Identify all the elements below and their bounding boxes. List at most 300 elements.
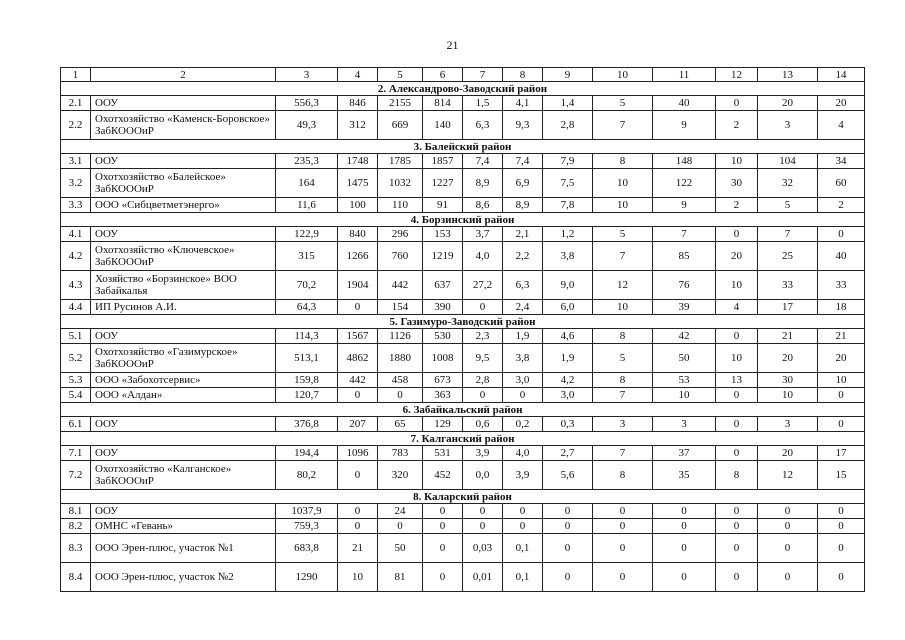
value-cell: 0 xyxy=(463,300,503,315)
value-cell: 6,9 xyxy=(503,169,543,198)
value-cell: 0 xyxy=(593,563,653,592)
value-cell: 0 xyxy=(543,534,593,563)
value-cell: 80,2 xyxy=(276,461,338,490)
organization-cell: ООУ xyxy=(91,329,276,344)
value-cell: 0 xyxy=(378,388,423,403)
value-cell: 1,5 xyxy=(463,96,503,111)
value-cell: 1,9 xyxy=(543,344,593,373)
value-cell: 60 xyxy=(818,169,865,198)
value-cell: 76 xyxy=(653,271,716,300)
section-row xyxy=(61,432,865,446)
value-cell: 5 xyxy=(593,344,653,373)
value-cell: 390 xyxy=(423,300,463,315)
value-cell: 8 xyxy=(593,461,653,490)
header-cell: 8 xyxy=(503,68,543,82)
value-cell: 10 xyxy=(818,373,865,388)
value-cell: 18 xyxy=(818,300,865,315)
value-cell: 6,0 xyxy=(543,300,593,315)
value-cell: 10 xyxy=(653,388,716,403)
value-cell: 10 xyxy=(593,198,653,213)
value-cell: 2,4 xyxy=(503,300,543,315)
value-cell: 0 xyxy=(653,504,716,519)
row-number-cell: 4.2 xyxy=(61,242,91,271)
table-row xyxy=(61,329,865,344)
table-row xyxy=(61,417,865,432)
value-cell: 0 xyxy=(716,388,758,403)
value-cell: 3 xyxy=(653,417,716,432)
value-cell: 20 xyxy=(758,446,818,461)
value-cell: 0 xyxy=(716,96,758,111)
section-title: 2. Александрово-Заводский район xyxy=(61,82,865,96)
value-cell: 1096 xyxy=(338,446,378,461)
value-cell: 5 xyxy=(758,198,818,213)
value-cell: 35 xyxy=(653,461,716,490)
table-row xyxy=(61,563,865,592)
value-cell: 20 xyxy=(716,242,758,271)
value-cell: 3 xyxy=(758,417,818,432)
value-cell: 1567 xyxy=(338,329,378,344)
value-cell: 5,6 xyxy=(543,461,593,490)
value-cell: 760 xyxy=(378,242,423,271)
value-cell: 39 xyxy=(653,300,716,315)
value-cell: 164 xyxy=(276,169,338,198)
header-cell: 9 xyxy=(543,68,593,82)
value-cell: 0,1 xyxy=(503,534,543,563)
value-cell: 0,01 xyxy=(463,563,503,592)
organization-cell: ИП Русинов А.И. xyxy=(91,300,276,315)
value-cell: 20 xyxy=(818,96,865,111)
value-cell: 6,3 xyxy=(463,111,503,140)
value-cell: 2,7 xyxy=(543,446,593,461)
value-cell: 846 xyxy=(338,96,378,111)
value-cell: 1475 xyxy=(338,169,378,198)
value-cell: 24 xyxy=(378,504,423,519)
value-cell: 0 xyxy=(543,504,593,519)
table-row xyxy=(61,461,865,490)
value-cell: 0,3 xyxy=(543,417,593,432)
header-cell: 4 xyxy=(338,68,378,82)
table-row xyxy=(61,344,865,373)
data-table xyxy=(60,67,865,592)
value-cell: 531 xyxy=(423,446,463,461)
value-cell: 0 xyxy=(758,504,818,519)
value-cell: 0 xyxy=(378,519,423,534)
section-title: 3. Балейский район xyxy=(61,140,865,154)
row-number-cell: 5.3 xyxy=(61,373,91,388)
table-row xyxy=(61,227,865,242)
value-cell: 10 xyxy=(758,388,818,403)
value-cell: 637 xyxy=(423,271,463,300)
header-cell: 3 xyxy=(276,68,338,82)
section-title: 4. Борзинский район xyxy=(61,213,865,227)
value-cell: 4,1 xyxy=(503,96,543,111)
value-cell: 9 xyxy=(653,111,716,140)
value-cell: 7,5 xyxy=(543,169,593,198)
organization-cell: ООУ xyxy=(91,504,276,519)
value-cell: 10 xyxy=(593,300,653,315)
value-cell: 100 xyxy=(338,198,378,213)
value-cell: 0 xyxy=(716,519,758,534)
header-cell: 10 xyxy=(593,68,653,82)
value-cell: 140 xyxy=(423,111,463,140)
organization-cell: ОМНС «Гевань» xyxy=(91,519,276,534)
header-cell: 5 xyxy=(378,68,423,82)
value-cell: 1032 xyxy=(378,169,423,198)
organization-cell: ООО «Сибцветметэнерго» xyxy=(91,198,276,213)
value-cell: 840 xyxy=(338,227,378,242)
row-number-cell: 5.1 xyxy=(61,329,91,344)
value-cell: 7,9 xyxy=(543,154,593,169)
value-cell: 4,2 xyxy=(543,373,593,388)
organization-cell: Охотхозяйство «Газимурское» ЗабКОООиР xyxy=(91,344,276,373)
value-cell: 0 xyxy=(463,519,503,534)
value-cell: 7 xyxy=(593,242,653,271)
value-cell: 8 xyxy=(593,329,653,344)
value-cell: 49,3 xyxy=(276,111,338,140)
value-cell: 0 xyxy=(653,534,716,563)
value-cell: 363 xyxy=(423,388,463,403)
value-cell: 194,4 xyxy=(276,446,338,461)
value-cell: 159,8 xyxy=(276,373,338,388)
row-number-cell: 8.3 xyxy=(61,534,91,563)
value-cell: 7,8 xyxy=(543,198,593,213)
organization-cell: ООУ xyxy=(91,227,276,242)
row-number-cell: 2.2 xyxy=(61,111,91,140)
value-cell: 4,0 xyxy=(503,446,543,461)
value-cell: 3 xyxy=(593,417,653,432)
organization-cell: Охотхозяйство «Каменск-Боровское» ЗабКОООиР xyxy=(91,111,276,140)
value-cell: 33 xyxy=(758,271,818,300)
value-cell: 0 xyxy=(338,519,378,534)
value-cell: 37 xyxy=(653,446,716,461)
value-cell: 1904 xyxy=(338,271,378,300)
table-row xyxy=(61,534,865,563)
value-cell: 0 xyxy=(818,519,865,534)
value-cell: 2 xyxy=(716,111,758,140)
value-cell: 8 xyxy=(593,373,653,388)
row-number-cell: 8.2 xyxy=(61,519,91,534)
value-cell: 3,8 xyxy=(503,344,543,373)
table-row xyxy=(61,271,865,300)
value-cell: 9,0 xyxy=(543,271,593,300)
table-row xyxy=(61,373,865,388)
value-cell: 104 xyxy=(758,154,818,169)
header-cell: 13 xyxy=(758,68,818,82)
row-number-cell: 3.2 xyxy=(61,169,91,198)
value-cell: 85 xyxy=(653,242,716,271)
value-cell: 110 xyxy=(378,198,423,213)
value-cell: 21 xyxy=(758,329,818,344)
value-cell: 207 xyxy=(338,417,378,432)
value-cell: 81 xyxy=(378,563,423,592)
value-cell: 10 xyxy=(716,344,758,373)
value-cell: 12 xyxy=(758,461,818,490)
value-cell: 1227 xyxy=(423,169,463,198)
value-cell: 0 xyxy=(818,563,865,592)
value-cell: 0 xyxy=(463,504,503,519)
table-row xyxy=(61,519,865,534)
value-cell: 6,3 xyxy=(503,271,543,300)
value-cell: 0 xyxy=(653,563,716,592)
value-cell: 376,8 xyxy=(276,417,338,432)
value-cell: 1785 xyxy=(378,154,423,169)
value-cell: 122,9 xyxy=(276,227,338,242)
table-row xyxy=(61,169,865,198)
value-cell: 530 xyxy=(423,329,463,344)
value-cell: 42 xyxy=(653,329,716,344)
organization-cell: ООУ xyxy=(91,417,276,432)
value-cell: 7 xyxy=(593,388,653,403)
row-number-cell: 4.4 xyxy=(61,300,91,315)
value-cell: 1126 xyxy=(378,329,423,344)
value-cell: 0 xyxy=(593,519,653,534)
value-cell: 9,5 xyxy=(463,344,503,373)
value-cell: 8,9 xyxy=(463,169,503,198)
value-cell: 1748 xyxy=(338,154,378,169)
value-cell: 0 xyxy=(423,519,463,534)
value-cell: 0 xyxy=(503,519,543,534)
value-cell: 53 xyxy=(653,373,716,388)
header-cell: 11 xyxy=(653,68,716,82)
organization-cell: Охотхозяйство «Балейское» ЗабКОООиР xyxy=(91,169,276,198)
value-cell: 10 xyxy=(716,154,758,169)
value-cell: 442 xyxy=(378,271,423,300)
value-cell: 40 xyxy=(818,242,865,271)
section-row xyxy=(61,213,865,227)
section-title: 8. Каларский район xyxy=(61,490,865,504)
section-row xyxy=(61,403,865,417)
value-cell: 683,8 xyxy=(276,534,338,563)
value-cell: 1037,9 xyxy=(276,504,338,519)
value-cell: 10 xyxy=(716,271,758,300)
value-cell: 7,4 xyxy=(503,154,543,169)
value-cell: 0 xyxy=(716,446,758,461)
value-cell: 7,4 xyxy=(463,154,503,169)
value-cell: 34 xyxy=(818,154,865,169)
organization-cell: ООУ xyxy=(91,154,276,169)
value-cell: 320 xyxy=(378,461,423,490)
value-cell: 452 xyxy=(423,461,463,490)
header-cell: 14 xyxy=(818,68,865,82)
value-cell: 1008 xyxy=(423,344,463,373)
value-cell: 4 xyxy=(716,300,758,315)
value-cell: 17 xyxy=(758,300,818,315)
value-cell: 0 xyxy=(423,504,463,519)
value-cell: 1266 xyxy=(338,242,378,271)
value-cell: 4862 xyxy=(338,344,378,373)
value-cell: 0 xyxy=(716,534,758,563)
table-row xyxy=(61,504,865,519)
value-cell: 2 xyxy=(818,198,865,213)
value-cell: 50 xyxy=(653,344,716,373)
header-cell: 2 xyxy=(91,68,276,82)
value-cell: 0,03 xyxy=(463,534,503,563)
section-row xyxy=(61,140,865,154)
section-title: 5. Газимуро-Заводский район xyxy=(61,315,865,329)
value-cell: 9 xyxy=(653,198,716,213)
value-cell: 3,0 xyxy=(503,373,543,388)
value-cell: 0 xyxy=(716,329,758,344)
row-number-cell: 4.1 xyxy=(61,227,91,242)
value-cell: 153 xyxy=(423,227,463,242)
row-number-cell: 5.2 xyxy=(61,344,91,373)
section-row xyxy=(61,490,865,504)
value-cell: 0 xyxy=(593,534,653,563)
value-cell: 0 xyxy=(818,534,865,563)
value-cell: 7 xyxy=(593,111,653,140)
section-row xyxy=(61,315,865,329)
page-number: 21 xyxy=(446,38,459,52)
organization-cell: Охотхозяйство «Ключевское» ЗабКОООиР xyxy=(91,242,276,271)
value-cell: 669 xyxy=(378,111,423,140)
value-cell: 40 xyxy=(653,96,716,111)
value-cell: 1,4 xyxy=(543,96,593,111)
value-cell: 10 xyxy=(593,169,653,198)
table-row xyxy=(61,96,865,111)
value-cell: 0 xyxy=(338,388,378,403)
value-cell: 0 xyxy=(716,563,758,592)
value-cell: 7 xyxy=(758,227,818,242)
value-cell: 0 xyxy=(503,504,543,519)
value-cell: 65 xyxy=(378,417,423,432)
value-cell: 0 xyxy=(758,563,818,592)
row-number-cell: 7.2 xyxy=(61,461,91,490)
value-cell: 315 xyxy=(276,242,338,271)
value-cell: 4 xyxy=(818,111,865,140)
value-cell: 0 xyxy=(758,519,818,534)
row-number-cell: 3.1 xyxy=(61,154,91,169)
value-cell: 0 xyxy=(653,519,716,534)
value-cell: 21 xyxy=(818,329,865,344)
header-cell: 1 xyxy=(61,68,91,82)
value-cell: 513,1 xyxy=(276,344,338,373)
value-cell: 11,6 xyxy=(276,198,338,213)
header-cell: 7 xyxy=(463,68,503,82)
value-cell: 1857 xyxy=(423,154,463,169)
value-cell: 20 xyxy=(818,344,865,373)
value-cell: 25 xyxy=(758,242,818,271)
value-cell: 5 xyxy=(593,96,653,111)
value-cell: 2155 xyxy=(378,96,423,111)
value-cell: 3,7 xyxy=(463,227,503,242)
table-row xyxy=(61,198,865,213)
value-cell: 0,1 xyxy=(503,563,543,592)
value-cell: 129 xyxy=(423,417,463,432)
value-cell: 50 xyxy=(378,534,423,563)
value-cell: 3 xyxy=(758,111,818,140)
value-cell: 8,9 xyxy=(503,198,543,213)
value-cell: 0 xyxy=(818,417,865,432)
value-cell: 673 xyxy=(423,373,463,388)
value-cell: 0 xyxy=(593,504,653,519)
value-cell: 1290 xyxy=(276,563,338,592)
value-cell: 3,9 xyxy=(463,446,503,461)
organization-cell: ООУ xyxy=(91,96,276,111)
value-cell: 2,2 xyxy=(503,242,543,271)
value-cell: 3,8 xyxy=(543,242,593,271)
value-cell: 0 xyxy=(543,519,593,534)
value-cell: 0 xyxy=(543,563,593,592)
value-cell: 27,2 xyxy=(463,271,503,300)
value-cell: 15 xyxy=(818,461,865,490)
value-cell: 1219 xyxy=(423,242,463,271)
value-cell: 120,7 xyxy=(276,388,338,403)
value-cell: 2,3 xyxy=(463,329,503,344)
value-cell: 556,3 xyxy=(276,96,338,111)
value-cell: 312 xyxy=(338,111,378,140)
header-cell: 12 xyxy=(716,68,758,82)
section-row xyxy=(61,82,865,96)
value-cell: 0 xyxy=(716,504,758,519)
value-cell: 783 xyxy=(378,446,423,461)
value-cell: 2,8 xyxy=(543,111,593,140)
value-cell: 0 xyxy=(818,227,865,242)
value-cell: 0 xyxy=(338,504,378,519)
value-cell: 3,9 xyxy=(503,461,543,490)
value-cell: 114,3 xyxy=(276,329,338,344)
section-title: 7. Калганский район xyxy=(61,432,865,446)
value-cell: 814 xyxy=(423,96,463,111)
table-row xyxy=(61,111,865,140)
value-cell: 0 xyxy=(423,563,463,592)
value-cell: 1,9 xyxy=(503,329,543,344)
value-cell: 2 xyxy=(716,198,758,213)
value-cell: 64,3 xyxy=(276,300,338,315)
value-cell: 30 xyxy=(716,169,758,198)
value-cell: 0 xyxy=(463,388,503,403)
value-cell: 12 xyxy=(593,271,653,300)
value-cell: 296 xyxy=(378,227,423,242)
value-cell: 148 xyxy=(653,154,716,169)
value-cell: 0 xyxy=(503,388,543,403)
value-cell: 458 xyxy=(378,373,423,388)
value-cell: 0,0 xyxy=(463,461,503,490)
value-cell: 3,0 xyxy=(543,388,593,403)
value-cell: 20 xyxy=(758,344,818,373)
value-cell: 235,3 xyxy=(276,154,338,169)
value-cell: 442 xyxy=(338,373,378,388)
row-number-cell: 6.1 xyxy=(61,417,91,432)
organization-cell: ООО Эрен-плюс, участок №1 xyxy=(91,534,276,563)
value-cell: 0 xyxy=(818,504,865,519)
organization-cell: ООУ xyxy=(91,446,276,461)
value-cell: 7 xyxy=(593,446,653,461)
value-cell: 759,3 xyxy=(276,519,338,534)
value-cell: 0 xyxy=(758,534,818,563)
value-cell: 70,2 xyxy=(276,271,338,300)
table-header-row xyxy=(61,68,865,82)
value-cell: 13 xyxy=(716,373,758,388)
row-number-cell: 8.4 xyxy=(61,563,91,592)
value-cell: 8,6 xyxy=(463,198,503,213)
organization-cell: ООО «Забохотсервис» xyxy=(91,373,276,388)
header-cell: 6 xyxy=(423,68,463,82)
value-cell: 8 xyxy=(593,154,653,169)
value-cell: 17 xyxy=(818,446,865,461)
value-cell: 0,6 xyxy=(463,417,503,432)
value-cell: 0 xyxy=(338,461,378,490)
value-cell: 10 xyxy=(338,563,378,592)
value-cell: 1,2 xyxy=(543,227,593,242)
value-cell: 0 xyxy=(338,300,378,315)
organization-cell: ООО Эрен-плюс, участок №2 xyxy=(91,563,276,592)
row-number-cell: 5.4 xyxy=(61,388,91,403)
value-cell: 8 xyxy=(716,461,758,490)
value-cell: 91 xyxy=(423,198,463,213)
value-cell: 21 xyxy=(338,534,378,563)
value-cell: 0 xyxy=(716,417,758,432)
row-number-cell: 4.3 xyxy=(61,271,91,300)
